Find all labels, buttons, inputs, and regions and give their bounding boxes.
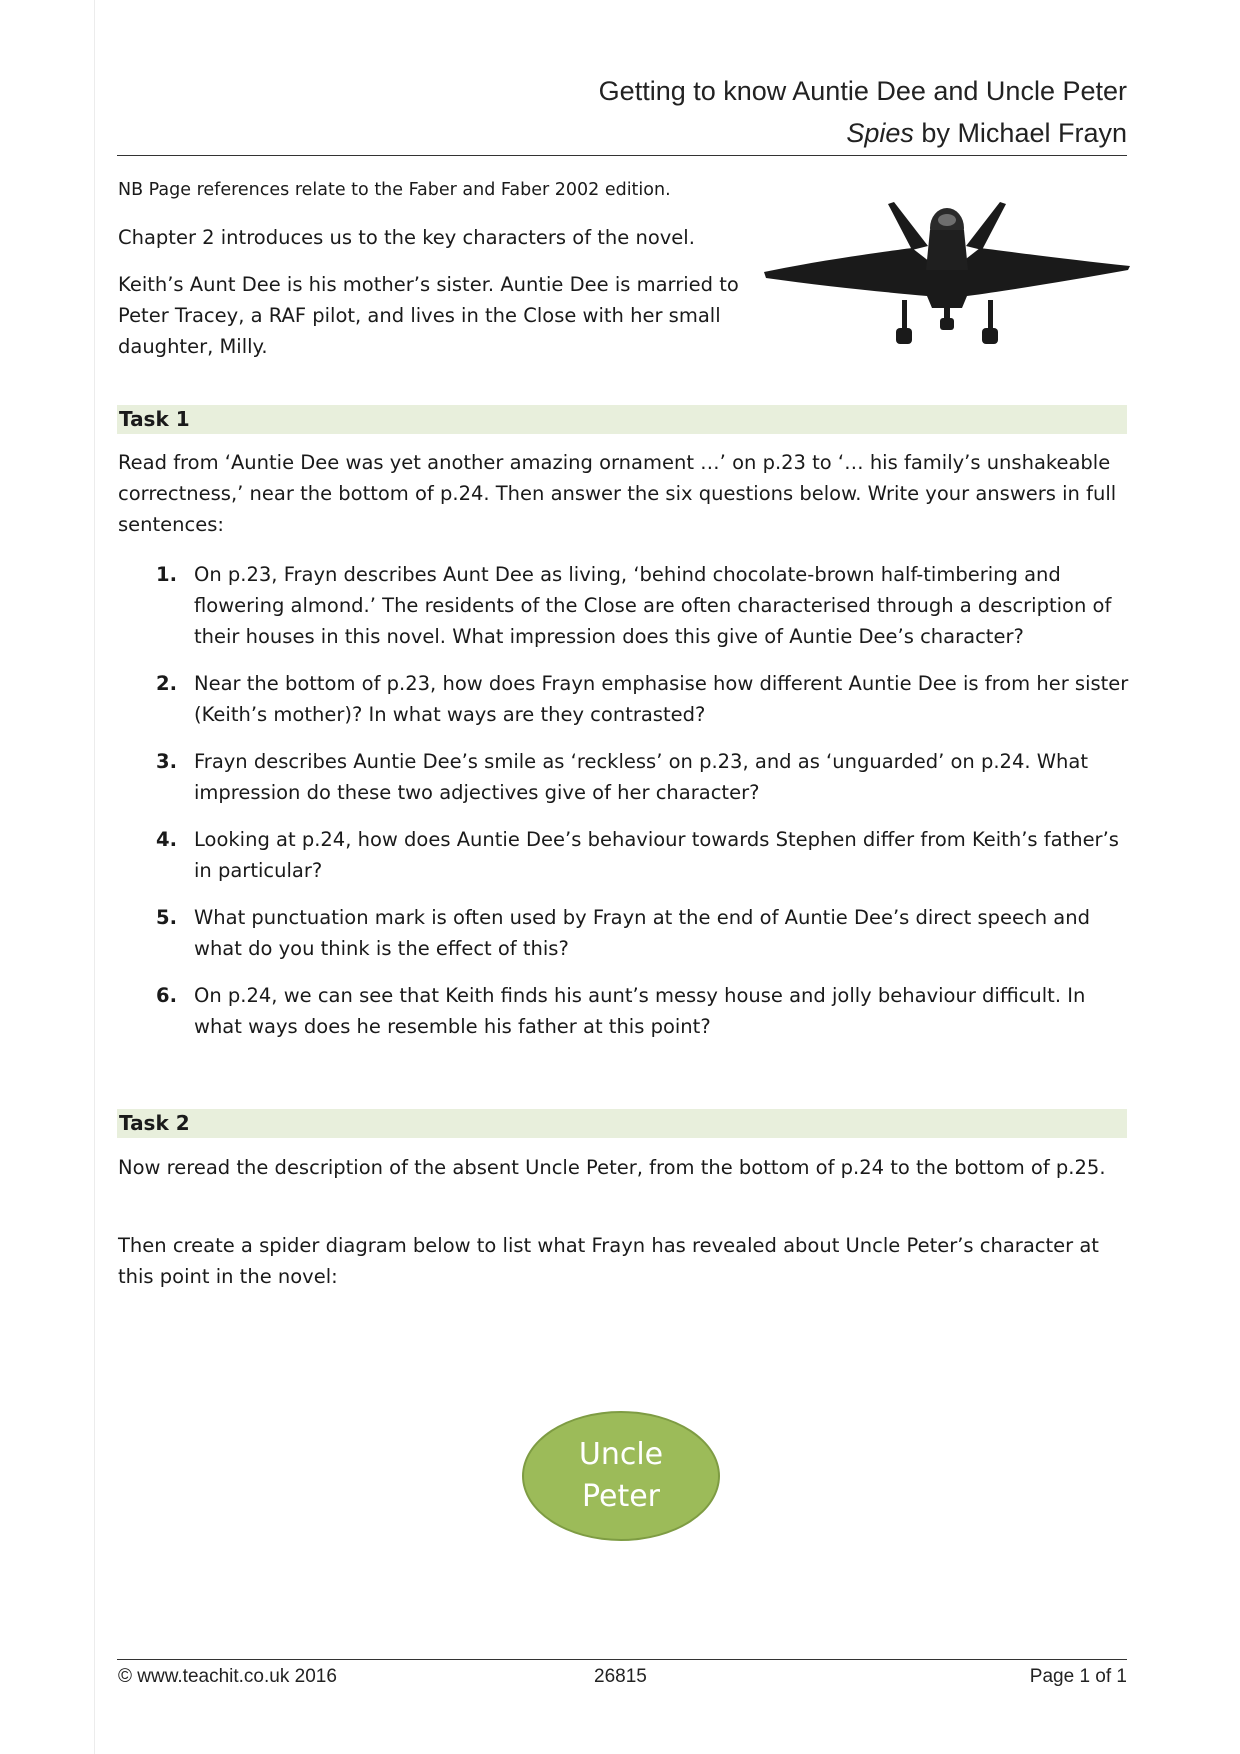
spider-center-label: Uncle Peter — [578, 1437, 664, 1514]
question-number: 3. — [156, 750, 177, 773]
page-header — [117, 70, 1127, 154]
spider-diagram-center — [522, 1411, 720, 1541]
question-number: 1. — [156, 563, 177, 586]
question-text: On p.24, we can see that Keith finds his aunt’s messy house and jolly behaviour difficult. In what ways does he resemble his father at this point? — [194, 984, 1086, 1038]
task-2-paragraph-1: Now reread the description of the absent Uncle Peter, from the bottom of p.24 to the bottom of p.25. — [118, 1156, 1106, 1179]
list-item — [152, 746, 1132, 808]
task-1-instructions: Read from ‘Auntie Dee was yet another amazing ornament …’ on p.23 to ‘… his family’s unshakeable correctness,’ near the bottom of p.24. Then answer the six questions below. Write your answers in full sentences: — [118, 451, 1117, 536]
list-item — [152, 668, 1132, 730]
list-item — [152, 824, 1132, 886]
question-number: 6. — [156, 984, 177, 1007]
book-author: by Michael Frayn — [913, 118, 1127, 148]
page-title: Getting to know Auntie Dee and Uncle Peter — [598, 76, 1127, 106]
page-subtitle — [117, 112, 1127, 154]
footer-resource-code: 26815 — [594, 1666, 647, 1687]
question-number: 2. — [156, 672, 177, 695]
list-item — [152, 902, 1132, 964]
list-item — [152, 980, 1132, 1042]
task-2-heading: Task 2 — [117, 1109, 1127, 1138]
header-divider — [117, 155, 1127, 156]
question-text: On p.23, Frayn describes Aunt Dee as living, ‘behind chocolate-brown half-timbering and flowering almond.’ The residents of the Close are often characterised through a description of their houses in this novel. What impression does this give of Auntie Dee’s character? — [194, 563, 1112, 648]
intro-paragraph-1: Chapter 2 introduces us to the key characters of the novel. — [118, 226, 695, 249]
page-edge — [94, 0, 95, 1754]
intro-paragraph-2: Keith’s Aunt Dee is his mother’s sister. Auntie Dee is married to Peter Tracey, a RAF pilot, and lives in the Close with her small daughter, Milly. — [118, 273, 739, 358]
list-item — [152, 559, 1132, 652]
question-list — [152, 559, 1132, 1058]
task-1-heading: Task 1 — [117, 405, 1127, 434]
book-title: Spies — [846, 118, 914, 148]
edition-note: NB Page references relate to the Faber and Faber 2002 edition. — [118, 180, 671, 200]
footer-copyright: © www.teachit.co.uk 2016 — [118, 1666, 337, 1687]
question-number: 5. — [156, 906, 177, 929]
question-text: Near the bottom of p.23, how does Frayn emphasise how different Auntie Dee is from her sister (Keith’s mother)? In what ways are they contrasted? — [194, 672, 1129, 726]
fighter-jet-image — [762, 200, 1132, 352]
question-text: What punctuation mark is often used by Frayn at the end of Auntie Dee’s direct speech and what do you think is the effect of this? — [194, 906, 1090, 960]
footer-page-number: Page 1 of 1 — [1029, 1666, 1127, 1687]
footer-divider — [117, 1659, 1127, 1660]
question-text: Frayn describes Auntie Dee’s smile as ‘reckless’ on p.23, and as ‘unguarded’ on p.24. What impression do these two adjectives give of her character? — [194, 750, 1088, 804]
question-number: 4. — [156, 828, 177, 851]
question-text: Looking at p.24, how does Auntie Dee’s behaviour towards Stephen differ from Keith’s father’s in particular? — [194, 828, 1119, 882]
task-2-paragraph-2: Then create a spider diagram below to list what Frayn has revealed about Uncle Peter’s character at this point in the novel: — [118, 1234, 1099, 1288]
